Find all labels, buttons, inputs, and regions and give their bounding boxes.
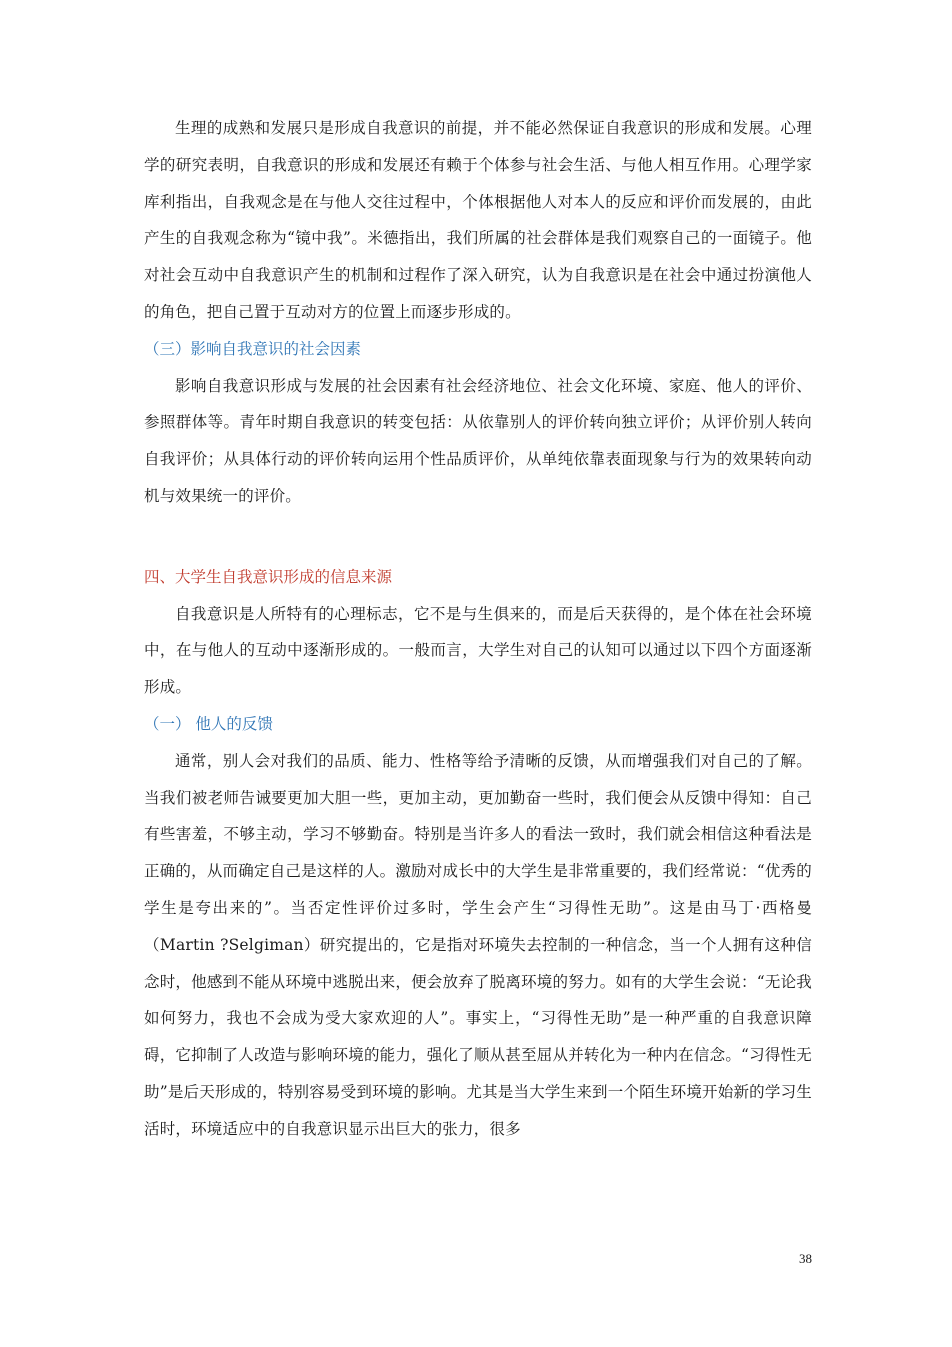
page-number: 38 (799, 1251, 812, 1266)
section-spacer (144, 515, 812, 559)
paragraph-self-awareness-origin: 自我意识是人所特有的心理标志，它不是与生俱来的，而是后天获得的，是个体在社会环境中，在与他人的互动中逐渐形成的。一般而言，大学生对自己的认知可以通过以下四个方面逐渐形成。 (144, 604, 812, 697)
paragraph-physiological-maturity: 生理的成熟和发展只是形成自我意识的前提，并不能必然保证自我意识的形成和发展。心理学的研究表明，自我意识的形成和发展还有赖于个体参与社会生活、与他人相互作用。心理学家库利指出，自我观念是在与他人交往过程中，个体根据他人对本人的反应和评价而发展的，由此产生的自我观念称为“镜中我”。米德指出，我们所属的社会群体是我们观察自己的一面镜子。他对社会互动中自我意识产生的机制和过程作了深入研究，认为自我意识是在社会中通过扮演他人的角色，把自己置于互动对方的位置上而逐步形成的。 (144, 119, 812, 321)
paragraph-feedback-from-others: 通常，别人会对我们的品质、能力、性格等给予清晰的反馈，从而增强我们对自己的了解。当我们被老师告诫要更加大胆一些，更加主动，更加勤奋一些时，我们便会从反馈中得知：自己有些害羞，不够主动，学习不够勤奋。特别是当许多人的看法一致时，我们就会相信这种看法是正确的，从而确定自己是这样的人。激励对成长中的大学生是非常重要的，我们经常说：“优秀的学生是夸出来的”。当否定性评价过多时，学生会产生“习得性无助”。这是由马丁·西格曼（Martin ?Selgiman）研究提出的，它是指对环境失去控制的一种信念，当一个人拥有这种信念时，他感到不能从环境中逃脱出来，便会放弃了脱离环境的努力。如有的大学生会说：“无论我如何努力，我也不会成为受大家欢迎的人”。事实上，“习得性无助”是一种严重的自我意识障碍，它抑制了人改造与影响环境的能力，强化了顺从甚至屈从并转化为一种内在信念。“习得性无助”是后天形成的，特别容易受到环境的影响。尤其是当大学生来到一个陌生环境开始新的学习生活时，环境适应中的自我意识显示出巨大的张力，很多 (144, 751, 812, 1138)
paragraph-social-factors: 影响自我意识形成与发展的社会因素有社会经济地位、社会文化环境、家庭、他人的评价、参照群体等。青年时期自我意识的转变包括：从依靠别人的评价转向独立评价；从评价别人转向自我评价；从具体行动的评价转向运用个性品质评价，从单纯依靠表面现象与行为的效果转向动机与效果统一的评价。 (144, 376, 812, 505)
page-body (144, 110, 812, 1148)
section-heading-information-sources: 四、大学生自我意识形成的信息来源 (144, 567, 393, 586)
subheading-social-factors: （三）影响自我意识的社会因素 (144, 339, 362, 358)
subheading-feedback-from-others: （一） 他人的反馈 (144, 714, 273, 733)
